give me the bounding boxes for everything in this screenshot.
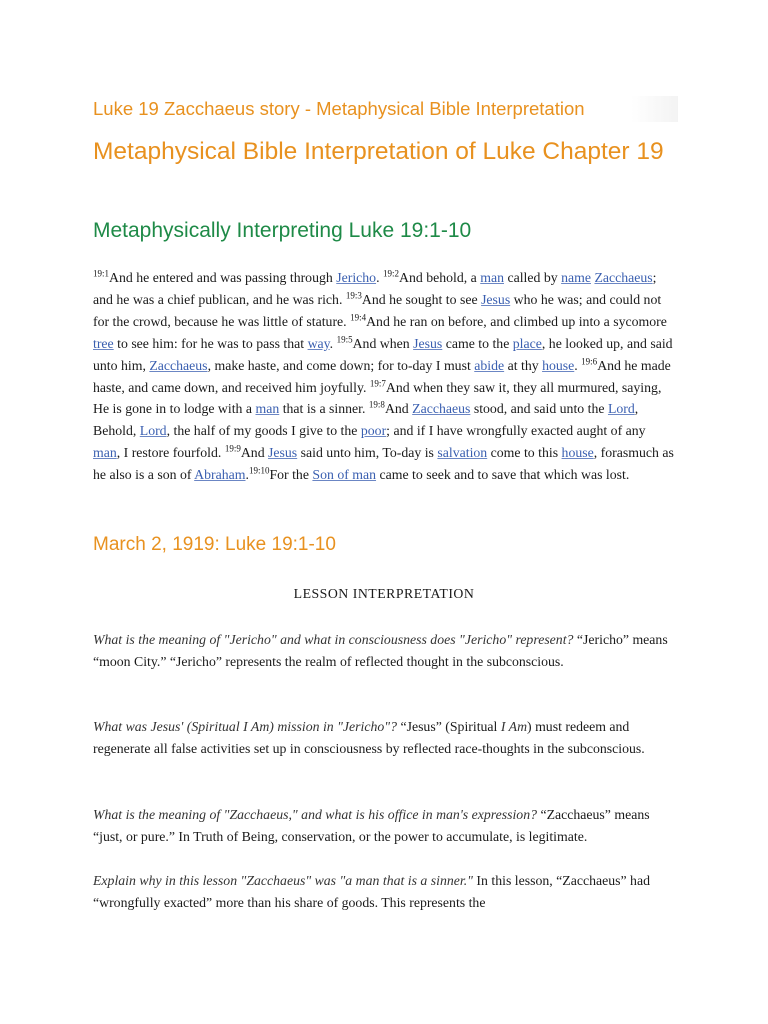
verse-text: . [329,335,337,351]
verse-number: 19:5 [336,334,353,345]
section-heading: Metaphysically Interpreting Luke 19:1-10 [93,219,472,242]
qa-sinner [93,870,675,914]
verse-text: , the half of my goods I give to the [166,423,361,439]
link-zacchaeus[interactable]: Zacchaeus [149,357,208,373]
verse-number: 19:10 [248,465,270,476]
link-place[interactable]: place [512,335,542,351]
verse-text: , make haste, and come down; for to-day I must [207,357,475,373]
verse-number: 19:6 [581,356,598,367]
link-abide[interactable]: abide [474,357,505,373]
verse-text: And when they saw it, they all murmured, saying, He is gone in to lodge with a [93,379,662,417]
link-lord[interactable]: Lord [607,401,635,417]
verse-number: 19:8 [368,399,385,410]
verse-text: come to this [487,445,562,461]
verse-number: 19:9 [224,443,241,454]
answer: “Zacchaeus” means “just, or pure.” In Truth of Being, conservation, or the power to accumulate, is legitimate. [93,807,650,844]
date-heading: March 2, 1919: Luke 19:1-10 [93,534,336,555]
verse-text: . [574,357,582,373]
link-tree[interactable]: tree [93,335,114,351]
answer: “Jesus” (Spiritual [397,719,501,734]
verse-text: at thy [504,357,543,373]
verse-text: And behold, a [399,270,481,285]
verse-text: , he looked up, and said unto him, [93,335,673,373]
verse-text: came to the [442,335,513,351]
verse-text: And he ran on before, and climbed up into a sycomore [366,313,667,329]
verse-text: ; and if I have wrongfully exacted aught of any [386,423,646,439]
verse-number: 19:3 [345,290,362,301]
question: What is the meaning of "Zacchaeus," and what is his office in man's expression? [93,807,537,822]
main-heading: Metaphysical Bible Interpretation of Luke Chapter 19 [93,138,664,165]
verse-text: And he sought to see [361,291,482,307]
page-title: Luke 19 Zacchaeus story - Metaphysical Bible Interpretation [93,96,678,122]
link-jericho[interactable]: Jericho [336,270,377,285]
answer: ) must redeem and regenerate all false activities set up in consciousness by reflected race-thoughts in the subconscious. [93,719,645,756]
link-man[interactable]: man [255,401,280,417]
link-poor[interactable]: poor [360,423,387,439]
question: Explain why in this lesson "Zacchaeus" was "a man that is a sinner." [93,873,473,888]
verse-number: 19:2 [382,268,399,279]
link-son-of-man[interactable]: Son of man [312,467,377,483]
verse-text: And [384,401,413,417]
link-man[interactable]: man [480,270,504,285]
scripture-passage [93,267,675,486]
question: What was Jesus' (Spiritual I Am) mission in "Jericho"? [93,719,397,734]
verse-text: And he entered and was passing through [109,270,337,285]
verse-text: , Behold, [93,401,639,439]
verse-text: to see him: for he was to pass that [113,335,308,351]
verse-text: said unto him, To-day is [297,445,438,461]
verse-text: For the [269,467,313,483]
verse-text: And when [352,335,414,351]
verse-number: 19:4 [350,312,367,323]
verse-text: And [240,445,269,461]
qa-jericho [93,629,675,673]
verse-text: . [376,270,383,285]
link-lord[interactable]: Lord [139,423,167,439]
verse-number: 19:1 [93,268,110,279]
link-man[interactable]: man [93,445,117,461]
verse-text: And he made haste, and came down, and received him joyfully. [93,357,671,395]
link-salvation[interactable]: salvation [437,445,488,461]
link-house[interactable]: house [561,445,594,461]
link-jesus[interactable]: Jesus [268,445,298,461]
verse-text: , I restore fourfold. [116,445,225,461]
question: What is the meaning of "Jericho" and what in consciousness does "Jericho" represent? [93,632,574,647]
verse-text: that is a sinner. [279,401,369,417]
link-jesus[interactable]: Jesus [413,335,443,351]
qa-zacchaeus [93,804,675,848]
link-zacchaeus[interactable]: Zacchaeus [594,270,653,285]
link-jesus[interactable]: Jesus [481,291,511,307]
answer: In this lesson, “Zacchaeus” had “wrongfully exacted” more than his share of goods. This represents the [93,873,650,910]
link-way[interactable]: way [307,335,330,351]
lesson-heading: LESSON INTERPRETATION [293,586,475,601]
verse-text: . [245,467,249,483]
answer: “Jericho” means “moon City.” “Jericho” represents the realm of reflected thought in the subconscious. [93,632,668,669]
verse-text: , forasmuch as he also is a son of [93,445,674,483]
verse-number: 19:7 [369,377,386,388]
qa-jesus-mission [93,716,675,760]
link-zacchaeus[interactable]: Zacchaeus [412,401,471,417]
verse-text: stood, and said unto the [470,401,608,417]
verse-text: who he was; and could not for the crowd, because he was little of stature. [93,291,662,329]
verse-text: called by [504,270,562,285]
answer-emphasis: I Am [500,719,528,734]
link-name[interactable]: name [561,270,591,285]
link-abraham[interactable]: Abraham [194,467,246,483]
verse-text: came to seek and to save that which was lost. [376,467,630,483]
link-house[interactable]: house [542,357,575,373]
verse-text: ; and he was a chief publican, and he was rich. [93,270,657,307]
